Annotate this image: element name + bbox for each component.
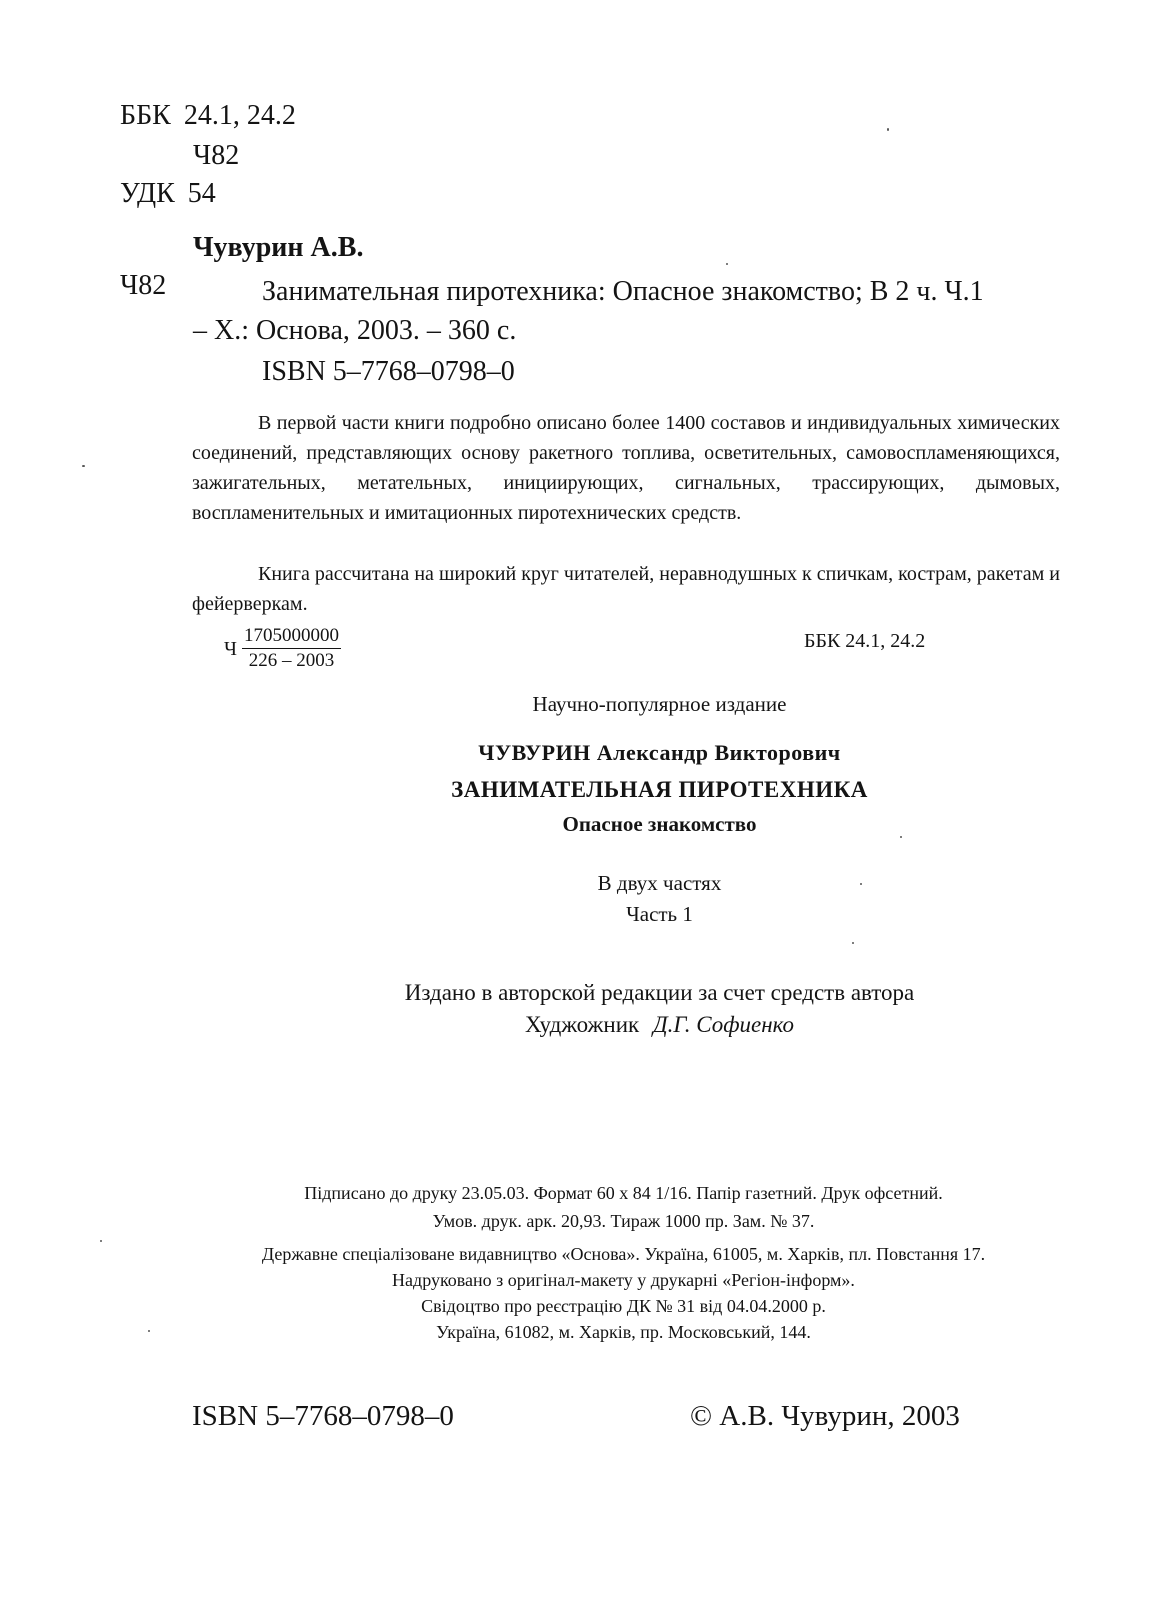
- imprint-author: ЧУВУРИН Александр Викторович: [478, 740, 841, 765]
- catalog-prefix: Ч: [224, 638, 237, 660]
- scan-speck: [100, 1240, 102, 1242]
- imprint-subtitle: Опасное знакомство: [562, 812, 757, 836]
- print-details-line-2: Умов. друк. арк. 20,93. Тираж 1000 пр. Зам. № 37.: [432, 1211, 815, 1231]
- print-details-line-4: Надруковано з оригінал-макету у друкарні «Регіон-інформ».: [392, 1270, 855, 1290]
- imprint-part: Часть 1: [626, 902, 693, 926]
- annotation-text-2: Книга рассчитана на широкий круг читателей, неравнодушных к спичкам, кострам, ракетам и фейерверкам.: [192, 563, 1060, 615]
- scan-speck: [852, 942, 854, 944]
- imprint-title: ЗАНИМАТЕЛЬНАЯ ПИРОТЕХНИКА: [451, 777, 868, 802]
- artist-name: Д.Г. Софиенко: [652, 1012, 795, 1037]
- annotation-paragraph-2: [192, 559, 1060, 619]
- imprint-published-note: Издано в авторской редакции за счет средств автора: [404, 980, 915, 1005]
- catalog-numerator: 1705000000: [242, 624, 341, 649]
- bbk-line: [120, 100, 296, 132]
- bbk-value: 24.1, 24.2: [183, 100, 296, 131]
- catalog-denominator: 226 – 2003: [248, 650, 335, 671]
- edition-type: Научно-популярное издание: [532, 692, 787, 716]
- scan-speck: [860, 883, 862, 885]
- catalog-fraction: [242, 624, 341, 673]
- bbk-label: ББК: [120, 100, 171, 131]
- print-details-line-6: Україна, 61082, м. Харків, пр. Московський, 144.: [436, 1322, 811, 1342]
- scan-speck: [148, 1330, 150, 1332]
- footer-isbn: ISBN 5–7768–0798–0: [192, 1400, 454, 1432]
- udk-label: УДК: [120, 178, 175, 209]
- annotation-paragraph-1: [192, 408, 1060, 528]
- footer-copyright: © А.В. Чувурин, 2003: [690, 1400, 960, 1432]
- artist-label: Худжожник: [524, 1012, 640, 1037]
- scan-speck: [900, 836, 902, 838]
- print-details-line-3: Державне спеціалізоване видавництво «Основа». Україна, 61005, м. Харків, пл. Повстання 17.: [261, 1244, 986, 1264]
- print-details-line-1: Підписано до друку 23.05.03. Формат 60 х 84 1/16. Папір газетний. Друк офсетний.: [304, 1183, 943, 1203]
- author-mark-top: Ч82: [193, 140, 240, 171]
- scan-speck: [82, 465, 85, 467]
- udk-line: [120, 178, 216, 210]
- entry-publication-line: – Х.: Основа, 2003. – 360 с.: [193, 315, 517, 346]
- catalog-bbk: ББК 24.1, 24.2: [804, 630, 926, 652]
- entry-title-line: Занимательная пиротехника: Опасное знакомство; В 2 ч. Ч.1: [262, 276, 984, 307]
- entry-isbn: ISBN 5–7768–0798–0: [262, 356, 515, 387]
- scan-speck: [726, 263, 728, 265]
- udk-value: 54: [187, 178, 216, 209]
- imprint-artist: [78, 1012, 1163, 1038]
- scan-speck: [887, 128, 889, 131]
- imprint-parts: В двух частях: [597, 871, 722, 895]
- annotation-text-1: В первой части книги подробно описано более 1400 составов и индивидуальных химических соединений, представляющих основу ракетного топлива, осветительных, самовоспламеняющихся, зажигательных, метательных, инициирующих, сигнальных, трассирующих, дымовых, воспламенительных и имитационных пиротехнических средств.: [192, 412, 1060, 524]
- entry-author: Чувурин А.В.: [193, 232, 364, 263]
- entry-mark: Ч82: [120, 270, 167, 301]
- print-details-line-5: Свідоцтво про реєстрацію ДК № 31 від 04.04.2000 р.: [421, 1296, 826, 1316]
